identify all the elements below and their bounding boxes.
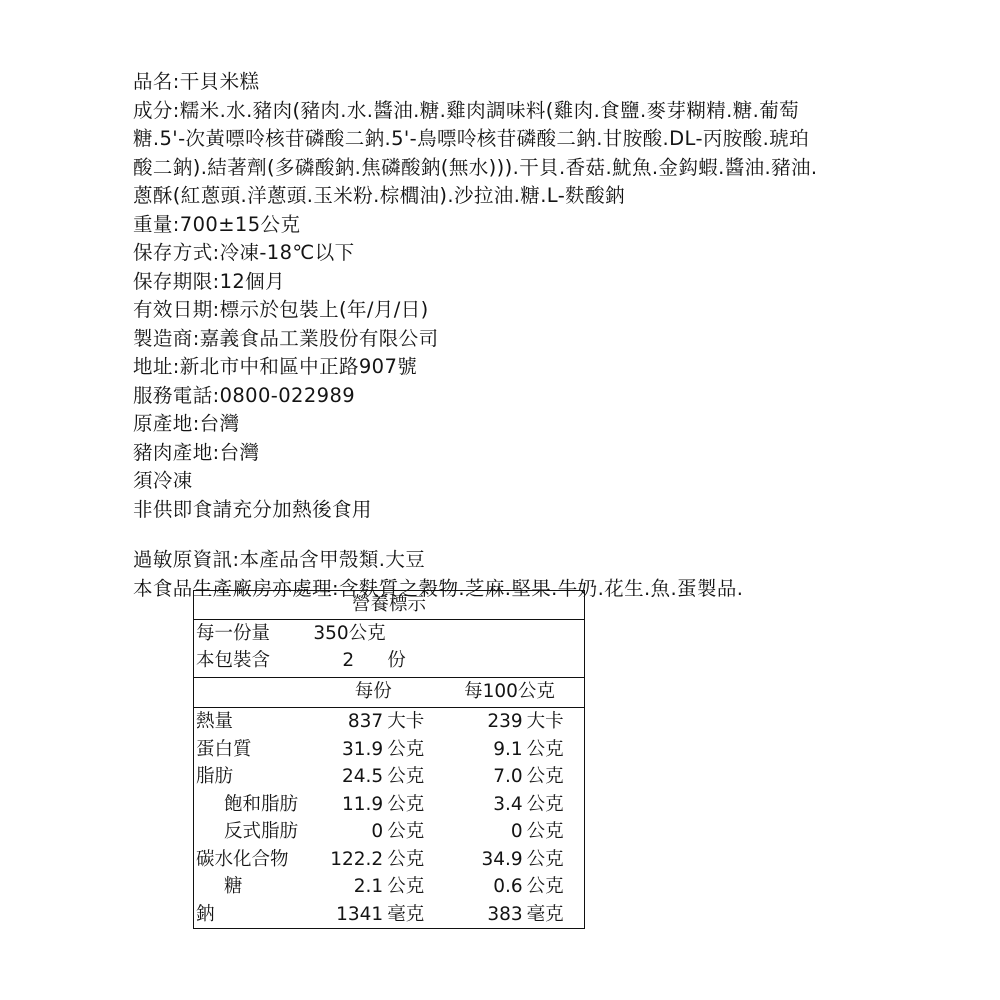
nutrition-column-header-row — [194, 677, 585, 705]
nutrient-name: 反式脂肪 — [224, 821, 299, 842]
nutrition-title-row — [194, 591, 585, 620]
nutrient-per-serving: 122.2 — [330, 848, 384, 870]
nutrient-per-100g: 9.1 — [493, 738, 523, 760]
label-line-ingredients-4: 蔥酥(紅蔥頭.洋蔥頭.玉米粉.棕櫚油).沙拉油.糖.L-麩酸鈉 — [133, 184, 625, 207]
nutrient-per-100g: 7.0 — [493, 766, 523, 787]
nutrient-per-100g: 383 — [487, 903, 523, 925]
nutrient-per-serving: 2.1 — [353, 876, 384, 897]
table-row — [194, 873, 585, 901]
nutrition-table-wrap — [193, 590, 585, 929]
colhead-per-serving: 每份 — [354, 680, 392, 702]
table-row — [194, 901, 585, 929]
servings-per-pack-blank-1 — [435, 647, 525, 675]
nutrient-per-serving: 837 — [347, 711, 384, 732]
label-line-shelf-life: 保存期限:12個月 — [133, 269, 285, 293]
table-row — [194, 791, 585, 819]
label-text-block — [133, 68, 893, 603]
label-spacer — [133, 524, 893, 546]
servings-per-pack-label: 本包裝含 — [196, 650, 271, 671]
serving-size-label: 每一份量 — [196, 622, 271, 644]
nutrient-per-serving-unit: 公克 — [387, 848, 425, 870]
table-row — [194, 736, 585, 764]
colhead-per-100g: 每100公克 — [464, 680, 555, 702]
nutrient-per-serving-unit: 公克 — [387, 738, 425, 760]
table-row — [194, 708, 585, 736]
label-line-origin: 原產地:台灣 — [133, 412, 240, 435]
nutrient-per-100g: 3.4 — [493, 793, 523, 815]
label-line-ingredients-3: 酸二鈉).結著劑(多磷酸鈉.焦磷酸鈉(無水))).干貝.香菇.魷魚.金鈎蝦.醬油.豬油. — [133, 155, 818, 179]
nutrient-per-serving: 11.9 — [341, 793, 384, 815]
nutrient-per-serving-unit: 毫克 — [387, 903, 425, 925]
nutrient-per-100g-unit: 公克 — [526, 821, 564, 842]
label-line-address: 地址:新北市中和區中正路907號 — [133, 355, 418, 378]
nutrient-name: 鈉 — [196, 903, 215, 925]
nutrition-title: 營養標示 — [194, 591, 585, 620]
nutrient-per-serving-unit: 公克 — [387, 876, 425, 897]
colhead-blank — [194, 677, 312, 705]
nutrient-per-100g-unit: 公克 — [526, 848, 564, 870]
label-line-ingredients-1: 成分:糯米.水.豬肉(豬肉.水.醬油.糖.雞肉調味料(雞肉.食鹽.麥芽糊精.糖.葡萄 — [133, 98, 800, 122]
label-line-service-phone: 服務電話:0800-022989 — [133, 383, 356, 407]
nutrient-per-serving: 24.5 — [341, 766, 384, 787]
nutrient-name: 脂肪 — [196, 766, 234, 787]
label-line-heating-instruction: 非供即食請充分加熱後食用 — [133, 497, 372, 521]
nutrient-per-100g: 0.6 — [493, 876, 523, 897]
serving-size-value: 350公克 — [313, 622, 386, 644]
nutrient-per-serving: 31.9 — [341, 738, 384, 760]
label-line-ingredients-2: 糖.5'-次黃嘌呤核苷磷酸二鈉.5'-鳥嘌呤核苷磷酸二鈉.甘胺酸.DL-丙胺酸.琥珀 — [133, 127, 809, 150]
nutrient-per-serving: 0 — [371, 821, 384, 842]
serving-size-row — [194, 619, 585, 647]
nutrient-name: 碳水化合物 — [196, 848, 289, 870]
label-line-storage-method: 保存方式:冷凍-18℃以下 — [133, 241, 355, 264]
servings-per-pack-row — [194, 647, 585, 675]
nutrient-name: 糖 — [224, 876, 243, 897]
nutrient-per-100g-unit: 大卡 — [526, 711, 564, 732]
nutrient-per-serving: 1341 — [336, 903, 384, 925]
label-line-keep-frozen: 須冷凍 — [133, 469, 193, 492]
nutrient-per-100g-unit: 公克 — [526, 766, 564, 787]
servings-per-pack-unit: 份 — [387, 650, 406, 671]
nutrient-per-100g-unit: 公克 — [526, 876, 564, 897]
nutrient-name: 蛋白質 — [196, 738, 252, 760]
label-line-manufacturer: 製造商:嘉義食品工業股份有限公司 — [133, 326, 439, 350]
table-row — [194, 763, 585, 791]
serving-size-blank-2 — [525, 619, 585, 647]
servings-per-pack-value: 2 — [342, 650, 355, 671]
nutrient-per-100g-unit: 毫克 — [526, 903, 564, 925]
nutrient-per-100g: 0 — [510, 821, 523, 842]
nutrient-per-100g-unit: 公克 — [526, 738, 564, 760]
nutrition-facts-table — [193, 590, 585, 929]
label-line-expiry-date: 有效日期:標示於包裝上(年/月/日) — [133, 298, 429, 321]
table-row — [194, 846, 585, 874]
nutrient-per-serving-unit: 公克 — [387, 793, 425, 815]
nutrient-name: 飽和脂肪 — [224, 793, 299, 815]
allergen-line-1: 過敏原資訊:本產品含甲殼類.大豆 — [133, 548, 426, 571]
label-line-weight: 重量:700±15公克 — [133, 212, 301, 236]
table-row — [194, 818, 585, 846]
nutrient-per-serving-unit: 大卡 — [387, 711, 425, 732]
serving-size-blank-1 — [435, 619, 525, 647]
label-line-product-name: 品名:干貝米糕 — [133, 70, 260, 93]
nutrient-per-100g: 34.9 — [481, 848, 523, 870]
nutrient-per-serving-unit: 公克 — [387, 766, 425, 787]
nutrient-per-serving-unit: 公克 — [387, 821, 425, 842]
nutrient-per-100g: 239 — [487, 711, 523, 732]
allergen-line-2: 本食品生產廠房亦處理:含麩質之穀物.芝麻.堅果.牛奶.花生.魚.蛋製品. — [133, 576, 744, 600]
nutrient-name: 熱量 — [196, 711, 234, 732]
label-line-pork-origin: 豬肉產地:台灣 — [133, 440, 260, 464]
servings-per-pack-blank-2 — [525, 647, 585, 675]
nutrient-per-100g-unit: 公克 — [526, 793, 564, 815]
